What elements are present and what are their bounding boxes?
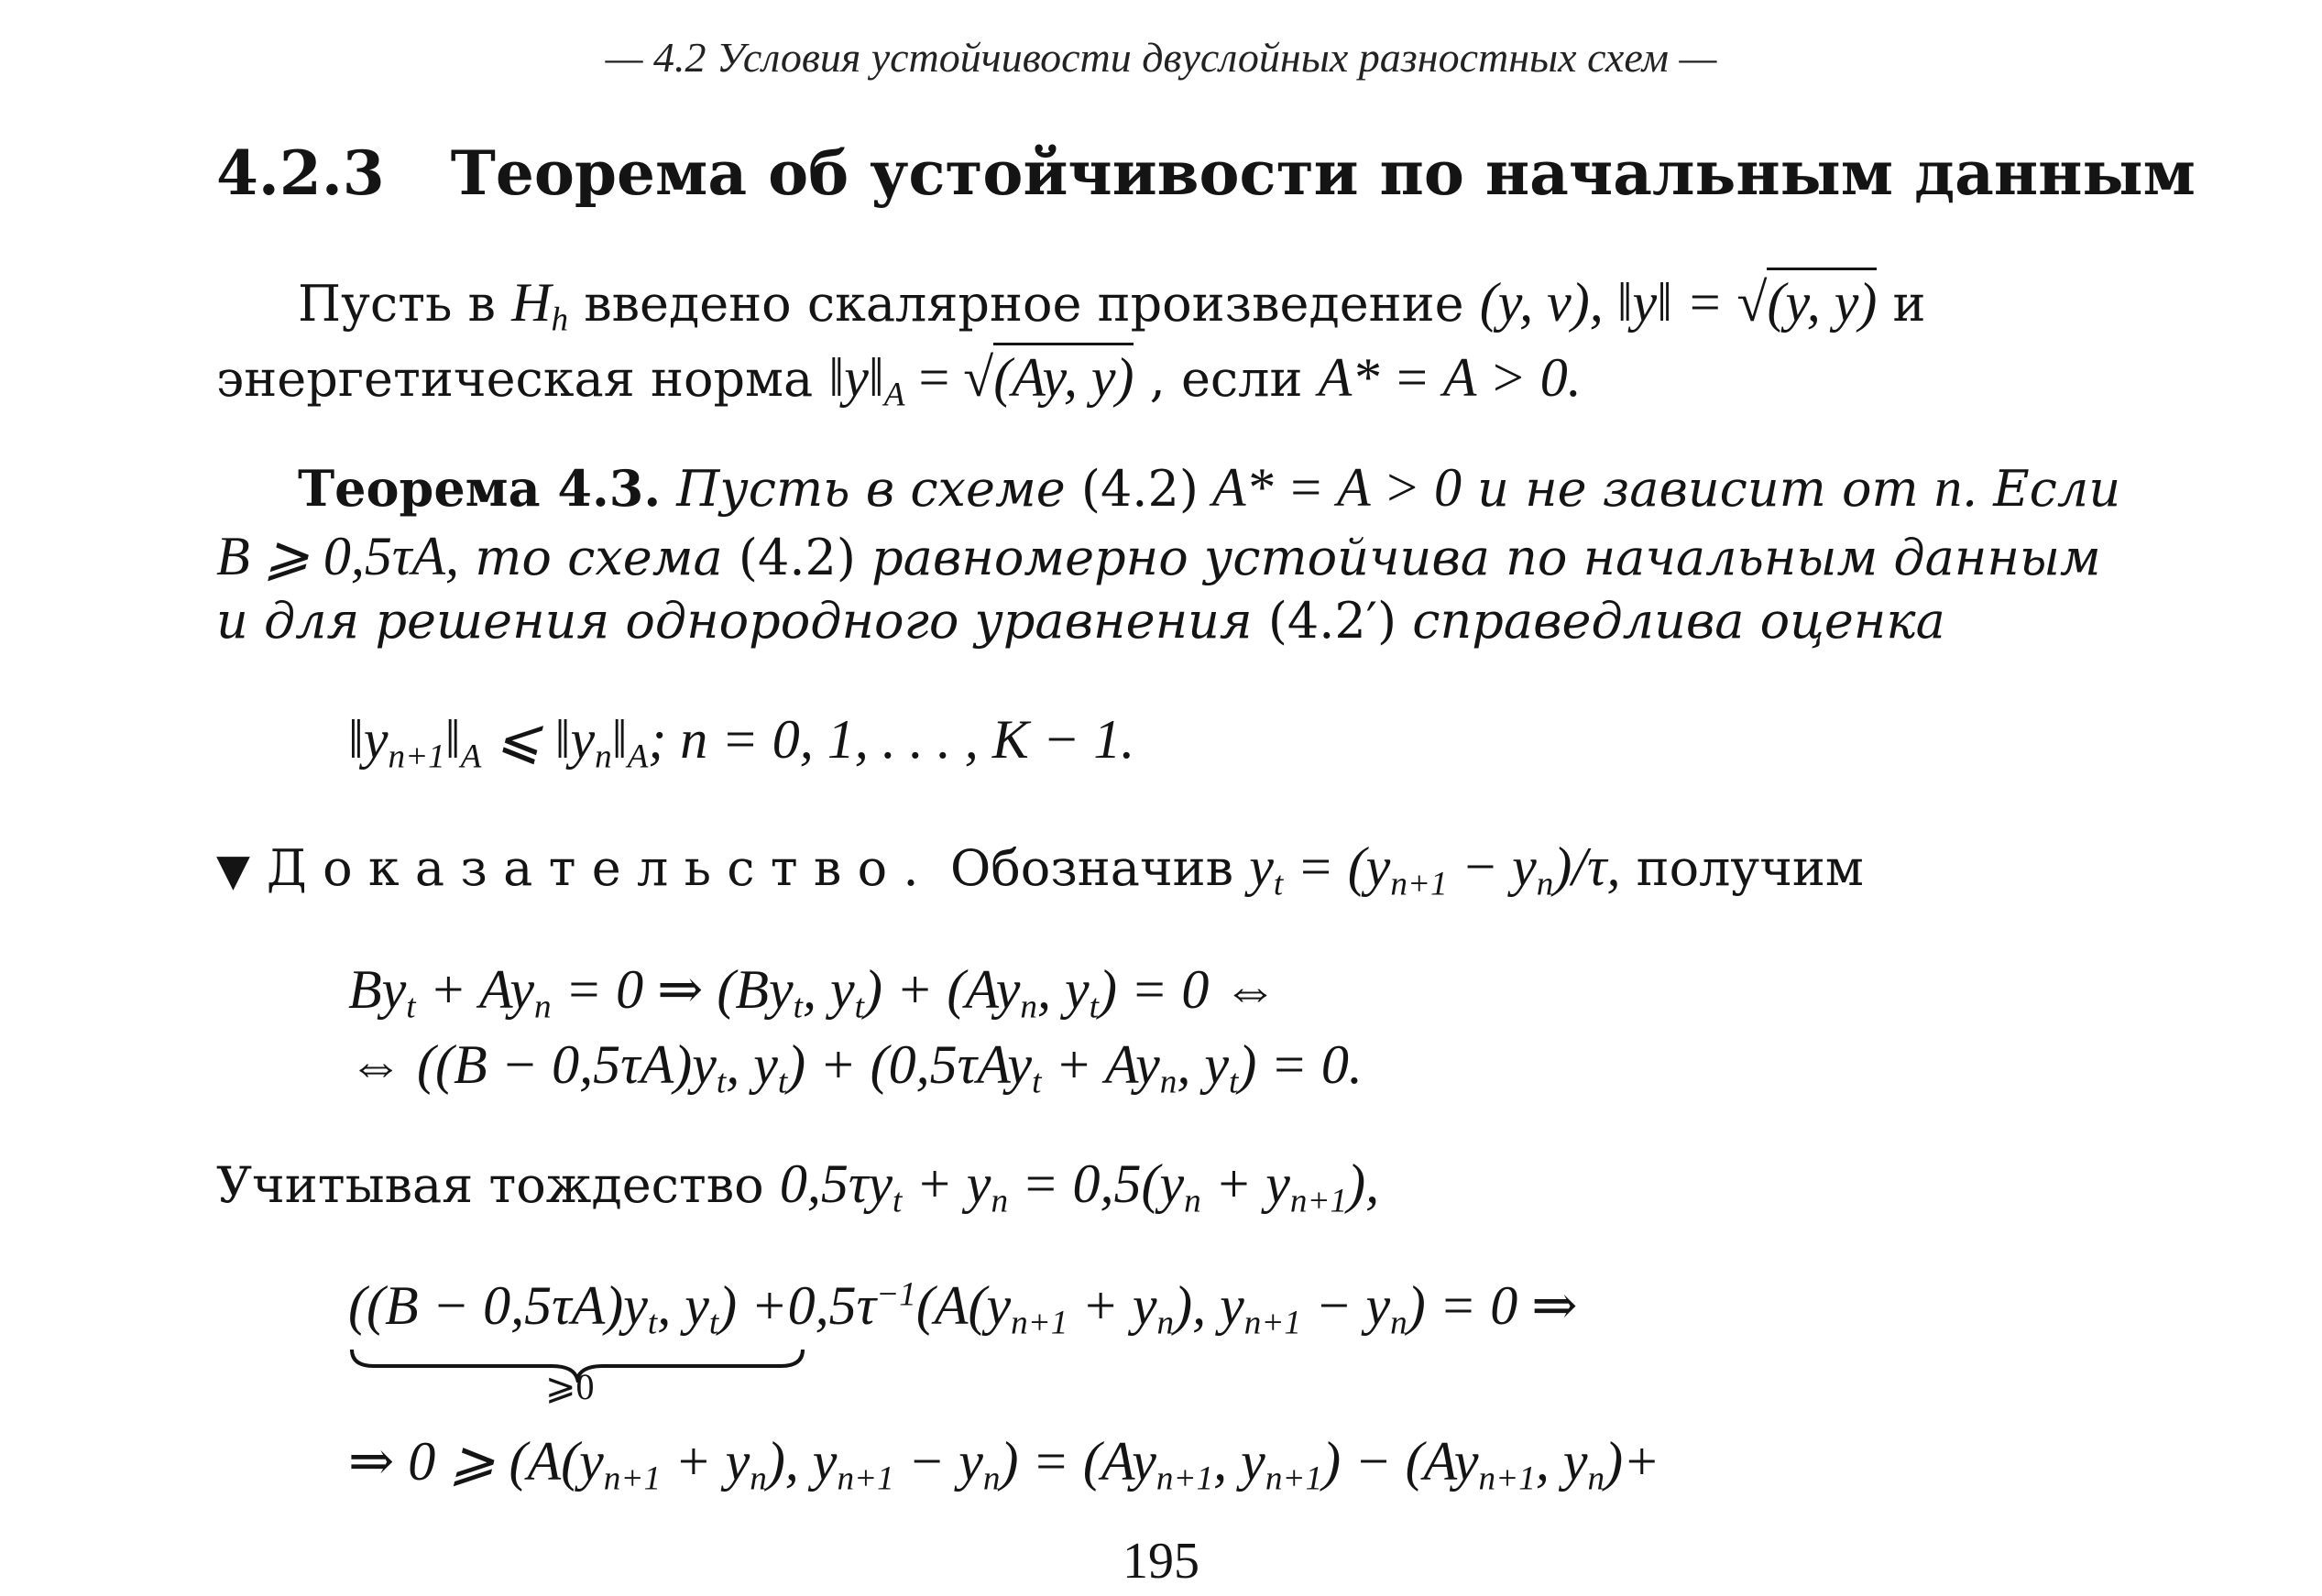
sqrt-symbol: √ bbox=[963, 347, 994, 408]
formula-subscript: n bbox=[1184, 1182, 1201, 1220]
formula-subscript: n bbox=[991, 1182, 1009, 1220]
formula-part: ) = (Ay bbox=[1000, 1431, 1156, 1492]
formula-part: , y bbox=[657, 1275, 709, 1336]
formula-part: ‖y bbox=[348, 709, 389, 770]
equation-1 bbox=[348, 957, 1277, 1026]
sqrt-argument: (y, y) bbox=[1767, 268, 1877, 333]
formula-subscript: n bbox=[750, 1459, 767, 1498]
formula-part: + y bbox=[1200, 1153, 1290, 1214]
proof-word: Доказательство. bbox=[266, 839, 935, 897]
formula-subscript: n+1 bbox=[1243, 1304, 1302, 1342]
formula-subscript: t bbox=[406, 988, 416, 1026]
equation-reference: (4.2) bbox=[738, 529, 856, 586]
formula-part: + y bbox=[1068, 1275, 1157, 1336]
theorem-text: и для решения однородного уравнения bbox=[216, 592, 1268, 650]
formula-subscript: n+1 bbox=[1390, 865, 1448, 903]
identity-line bbox=[216, 1153, 1379, 1220]
formula-part: By bbox=[348, 959, 407, 1020]
index-n: n bbox=[1933, 457, 1962, 518]
formula-subscript: t bbox=[647, 1304, 658, 1342]
intro-text: энергетическая норма bbox=[216, 350, 829, 408]
formula-part: + Ay bbox=[415, 959, 534, 1020]
formula-part: (A(y bbox=[915, 1275, 1012, 1336]
formula-part: − y bbox=[1447, 836, 1537, 897]
equation-3 bbox=[348, 1274, 1577, 1342]
formula-subscript: t bbox=[1229, 1063, 1239, 1101]
formula-subscript: n bbox=[534, 988, 552, 1026]
formula-part: ) bbox=[718, 1275, 738, 1336]
formula-subscript: t bbox=[708, 1304, 719, 1342]
section-title: Теорема об устойчивости по начальным данным bbox=[450, 137, 2196, 209]
formula-subscript: n+1 bbox=[1011, 1304, 1068, 1342]
estimate-formula bbox=[348, 707, 1134, 776]
space-subscript: h bbox=[551, 301, 569, 339]
formula-subscript: t bbox=[777, 1063, 788, 1101]
theorem-text: . Если bbox=[1961, 460, 2121, 518]
formula-subscript: n bbox=[1159, 1063, 1177, 1101]
theorem-line-1 bbox=[298, 456, 2120, 519]
formula-part: ), y bbox=[766, 1431, 838, 1492]
equals-sign: = bbox=[904, 347, 964, 408]
theorem-text: то схема bbox=[459, 529, 739, 586]
scalar-product-formula: (y, v), ‖y‖ = bbox=[1479, 272, 1737, 333]
formula-part: , y bbox=[802, 959, 855, 1020]
formula-part: ) + (0,5τAy bbox=[787, 1034, 1033, 1095]
formula-subscript: A bbox=[460, 738, 482, 776]
theorem-text: и не зависит от bbox=[1462, 460, 1934, 518]
formula-part: )/τ, bbox=[1553, 836, 1621, 897]
proof-line bbox=[216, 836, 1864, 903]
formula-part: , y bbox=[1036, 959, 1090, 1020]
formula-part: 0,5τy bbox=[779, 1153, 893, 1214]
equation-4 bbox=[348, 1429, 1660, 1498]
formula-subscript: n+1 bbox=[603, 1459, 662, 1498]
formula-part: ) = 0 ⇒ bbox=[1407, 1275, 1578, 1336]
formula-part: , y bbox=[1177, 1034, 1230, 1095]
formula-subscript: n+1 bbox=[837, 1459, 894, 1498]
equation-2 bbox=[348, 1033, 1363, 1101]
formula-part: ‖ bbox=[444, 709, 461, 770]
formula-subscript: n bbox=[1020, 988, 1037, 1026]
formula-subscript: t bbox=[1089, 988, 1099, 1026]
formula-subscript: n bbox=[982, 1459, 1001, 1498]
formula-part: = (y bbox=[1283, 836, 1391, 897]
running-header: — 4.2 Условия устойчивости двуслойных разностных схем — bbox=[605, 34, 1717, 81]
formula-part: ; n = 0, 1, . . . , K − 1. bbox=[648, 709, 1135, 770]
formula-part: ) = 0 ⇔ bbox=[1098, 959, 1278, 1020]
formula-part: + y bbox=[902, 1153, 991, 1214]
formula-part: = 0,5(y bbox=[1008, 1153, 1185, 1214]
formula-part: ) − (Ay bbox=[1322, 1431, 1479, 1492]
intro-text: введено скалярное произведение bbox=[568, 275, 1480, 333]
theorem-condition: B ⩾ 0,5τA, bbox=[216, 526, 460, 586]
formula-subscript: t bbox=[793, 988, 803, 1026]
norm-symbol: ‖y‖ bbox=[828, 347, 884, 408]
identity-text: Учитывая тождество bbox=[216, 1156, 780, 1214]
formula-part: , y bbox=[1213, 1431, 1265, 1492]
formula-part: , y bbox=[1535, 1431, 1588, 1492]
formula-part: +0,5τ bbox=[737, 1275, 877, 1336]
formula-subscript: n+1 bbox=[388, 738, 445, 776]
formula-subscript: t bbox=[854, 988, 864, 1026]
formula-part: ((B − 0,5τA)y bbox=[348, 1275, 648, 1336]
formula-part: ), y bbox=[1174, 1275, 1244, 1336]
sqrt-symbol: √ bbox=[1736, 272, 1768, 333]
section-heading bbox=[216, 137, 2196, 209]
proof-text: Обозначив bbox=[934, 839, 1250, 897]
identity-formula bbox=[779, 1153, 1380, 1220]
formula-part: = 0 ⇒ (By bbox=[551, 959, 794, 1020]
theorem-line-2 bbox=[216, 524, 2101, 588]
formula-part: ‖ bbox=[611, 709, 628, 770]
formula-subscript: n bbox=[1536, 865, 1554, 903]
theorem-line-3 bbox=[216, 592, 1945, 650]
energy-norm bbox=[828, 347, 905, 414]
formula-part: ⇒ 0 ⩾ (A(y bbox=[348, 1431, 604, 1492]
intro-line-1 bbox=[298, 271, 1926, 339]
formula-subscript: A bbox=[627, 738, 649, 776]
formula-part: − y bbox=[893, 1431, 983, 1492]
intro-text: Пусть в bbox=[298, 275, 512, 333]
underbrace-label: ⩾0 bbox=[545, 1366, 595, 1407]
formula-part: − y bbox=[1301, 1275, 1391, 1336]
formula-subscript: n+1 bbox=[1265, 1459, 1323, 1498]
proof-marker-icon: ▼ bbox=[216, 845, 250, 896]
proof-text: получим bbox=[1620, 839, 1864, 897]
operator-condition: A* = A > 0. bbox=[1318, 347, 1582, 408]
sqrt-argument: (Ay, y) bbox=[993, 343, 1134, 408]
formula-subscript: t bbox=[1032, 1063, 1042, 1101]
intro-text: и bbox=[1877, 275, 1926, 333]
page-number: 195 bbox=[1123, 1533, 1199, 1590]
formula-part: + Ay bbox=[1041, 1034, 1160, 1095]
formula-part: ⩽ ‖y bbox=[481, 709, 596, 770]
formula-subscript: n bbox=[1390, 1304, 1407, 1342]
theorem-text: равномерно устойчива по начальным данным bbox=[855, 529, 2101, 586]
equation-reference: (4.2′) bbox=[1267, 592, 1397, 650]
section-number: 4.2.3 bbox=[216, 137, 385, 209]
formula-subscript: t bbox=[1273, 865, 1284, 903]
theorem-text: Пусть в схеме bbox=[661, 460, 1081, 518]
formula-subscript: n+1 bbox=[1156, 1459, 1214, 1498]
difference-quotient bbox=[1249, 836, 1621, 903]
theorem-condition: A* = A > 0 bbox=[1198, 457, 1462, 518]
formula-subscript: n bbox=[1156, 1304, 1175, 1342]
intro-text: , если bbox=[1134, 350, 1319, 408]
formula-subscript: n+1 bbox=[1478, 1459, 1536, 1498]
intro-line-2 bbox=[216, 346, 1582, 414]
formula-part: , y bbox=[726, 1034, 778, 1095]
formula-part: + y bbox=[661, 1431, 750, 1492]
formula-part: ) + (Ay bbox=[863, 959, 1021, 1020]
formula-part: )+ bbox=[1605, 1431, 1660, 1492]
formula-subscript: n+1 bbox=[1289, 1182, 1348, 1220]
formula-subscript: n bbox=[595, 738, 612, 776]
theorem-label: Теорема 4.3. bbox=[298, 459, 662, 518]
space-letter: H bbox=[511, 272, 552, 333]
underbraced-term bbox=[348, 1274, 737, 1342]
formula-superscript: −1 bbox=[876, 1275, 916, 1314]
formula-subscript: t bbox=[892, 1182, 903, 1220]
formula-subscript: n bbox=[1587, 1459, 1605, 1498]
formula-part: ) = 0. bbox=[1238, 1034, 1363, 1095]
formula-subscript: t bbox=[716, 1063, 727, 1101]
formula-part: y bbox=[1249, 836, 1274, 897]
formula-part: ), bbox=[1347, 1153, 1380, 1214]
formula-part: ⇔ ((B − 0,5τA)y bbox=[348, 1034, 717, 1095]
theorem-text: справедлива оценка bbox=[1396, 592, 1945, 650]
norm-subscript: A bbox=[883, 376, 905, 414]
equation-reference: (4.2) bbox=[1080, 460, 1199, 518]
space-symbol bbox=[511, 272, 569, 339]
